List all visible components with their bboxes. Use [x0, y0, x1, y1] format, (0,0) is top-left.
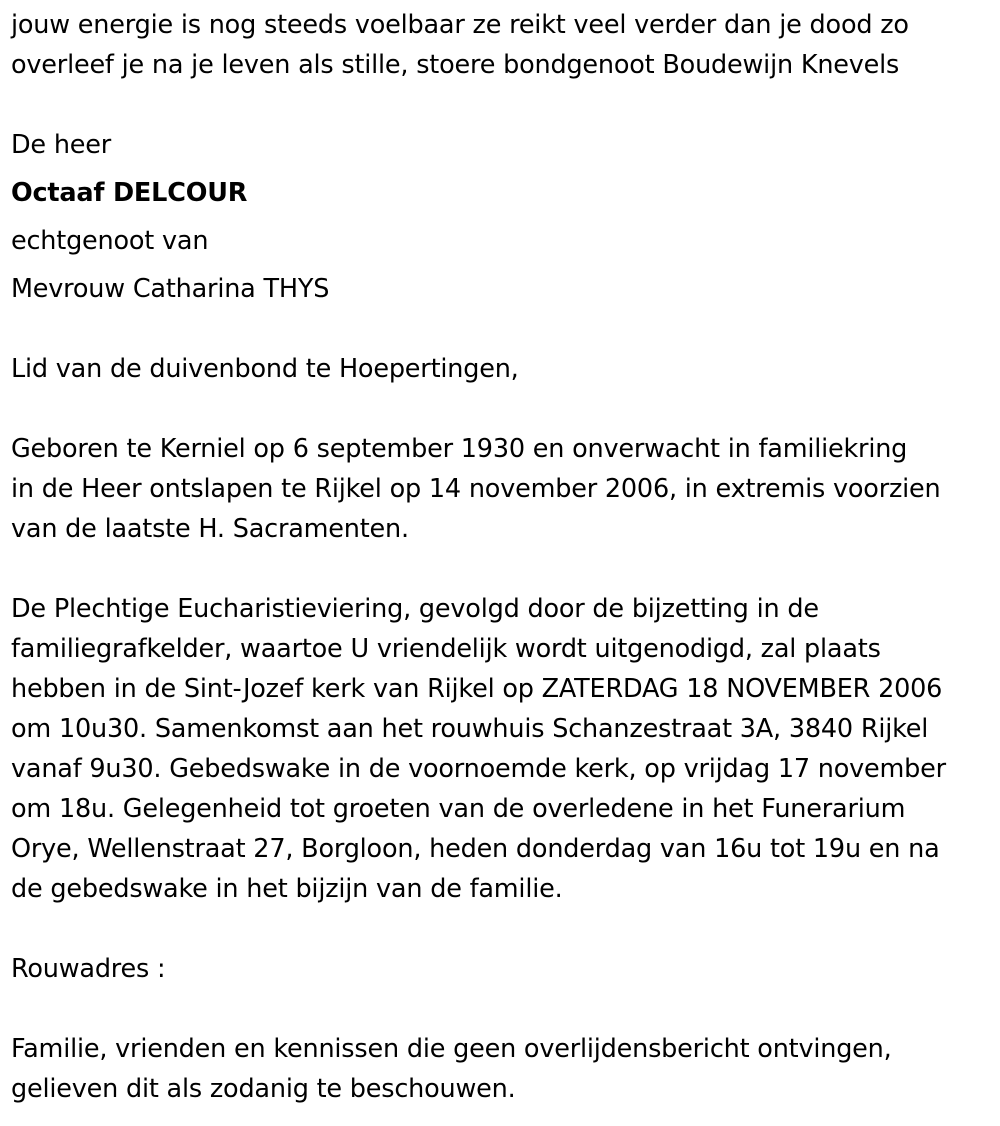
deceased-title: De heer: [11, 130, 112, 160]
ceremony-paragraph: [11, 589, 996, 909]
paragraph-line: in de Heer ontslapen te Rijkel op 14 november 2006, in extremis voorzien: [11, 474, 941, 504]
paragraph-line: Geboren te Kerniel op 6 september 1930 en onverwacht in familiekring: [11, 434, 908, 464]
quote-line: overleef je na je leven als stille, stoere bondgenoot Boudewijn Knevels: [11, 50, 900, 80]
paragraph-line: familiegrafkelder, waartoe U vriendelijk wordt uitgenodigd, zal plaats: [11, 634, 881, 664]
deceased-name: Octaaf DELCOUR: [11, 178, 248, 208]
quote-block: [11, 5, 996, 85]
paragraph-line: Orye, Wellenstraat 27, Borgloon, heden donderdag van 16u tot 19u en na: [11, 834, 940, 864]
birth-death-paragraph: [11, 429, 996, 549]
spouse-name: Mevrouw Catharina THYS: [11, 274, 330, 304]
paragraph-line: gelieven dit als zodanig te beschouwen.: [11, 1074, 516, 1104]
paragraph-line: De Plechtige Eucharistieviering, gevolgd door de bijzetting in de: [11, 594, 819, 624]
paragraph-line: om 18u. Gelegenheid tot groeten van de overledene in het Funerarium: [11, 794, 906, 824]
spouse-prefix: echtgenoot van: [11, 226, 209, 256]
deceased-block: [11, 125, 996, 309]
paragraph-line: van de laatste H. Sacramenten.: [11, 514, 409, 544]
paragraph-line: hebben in de Sint-Jozef kerk van Rijkel op ZATERDAG 18 NOVEMBER 2006: [11, 674, 943, 704]
closing-paragraph: [11, 1029, 996, 1109]
paragraph-line: vanaf 9u30. Gebedswake in de voornoemde kerk, op vrijdag 17 november: [11, 754, 946, 784]
membership-text: Lid van de duivenbond te Hoepertingen,: [11, 354, 519, 384]
paragraph-line: Familie, vrienden en kennissen die geen overlijdensbericht ontvingen,: [11, 1034, 892, 1064]
quote-line: jouw energie is nog steeds voelbaar ze reikt veel verder dan je dood zo: [11, 10, 909, 40]
mourning-address-label: Rouwadres :: [11, 954, 166, 984]
paragraph-line: om 10u30. Samenkomst aan het rouwhuis Schanzestraat 3A, 3840 Rijkel: [11, 714, 929, 744]
obituary-document: [11, 5, 996, 1109]
paragraph-line: de gebedswake in het bijzijn van de familie.: [11, 874, 563, 904]
